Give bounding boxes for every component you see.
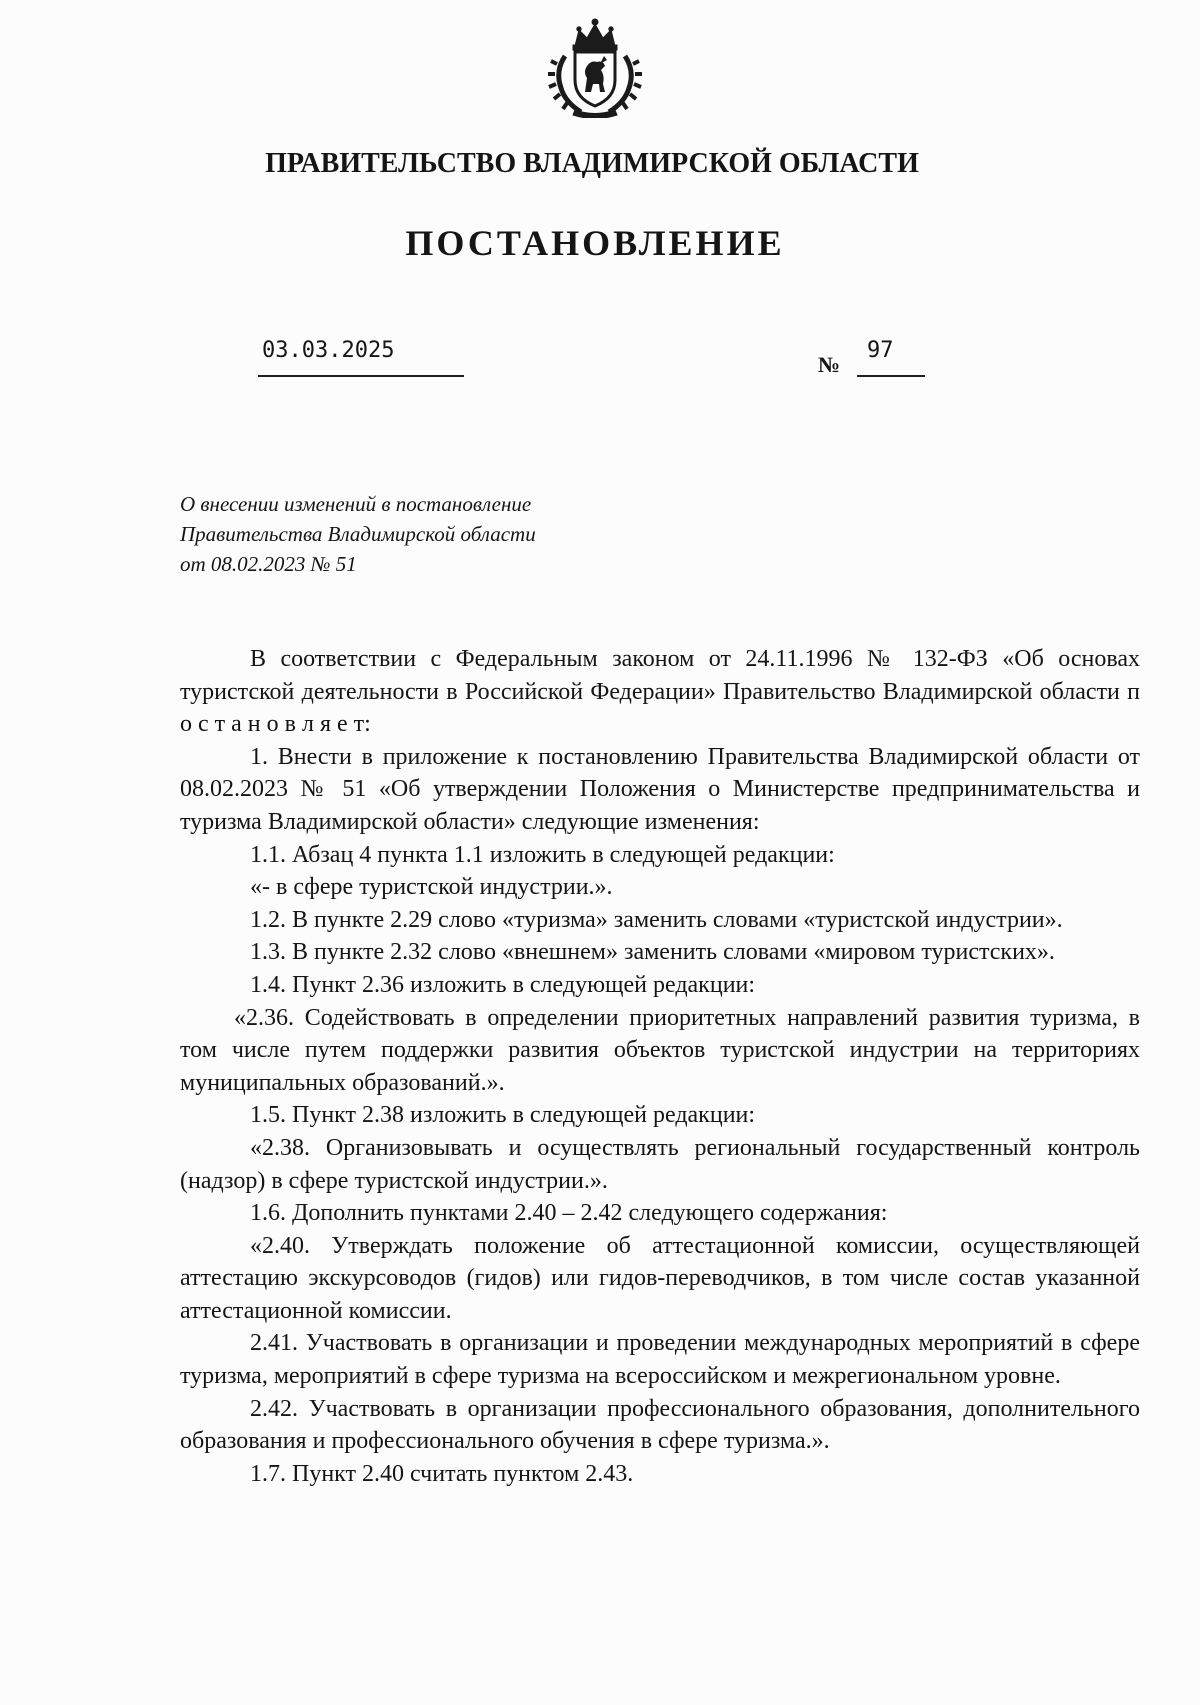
preamble-paragraph: В соответствии с Федеральным законом от 24.11.1996 № 132-ФЗ «Об основах туристской деятельности в Российской Федерации» Правительство Владимирской области п о с т а н о в л я е т:	[180, 646, 1140, 738]
clause-1-4-text: «2.36. Содействовать в определении приоритетных направлений развития туризма, в том числе путем поддержки развития объектов туристской индустрии на территориях муниципальных образований.».	[180, 1004, 1140, 1096]
coat-of-arms-icon	[545, 16, 645, 118]
number-sign: №	[818, 352, 841, 377]
document-type-heading: ПОСТАНОВЛЕНИЕ	[405, 223, 785, 263]
number-underline	[857, 375, 925, 377]
clause-1-6-item-2-40: «2.40. Утверждать положение об аттестационной комиссии, осуществляющей аттестацию экскурсоводов (гидов) или гидов-переводчиков, в том числе состав указанной аттестационной комиссии.	[180, 1232, 1140, 1324]
document-number: 97	[867, 338, 894, 363]
subject-line: от 08.02.2023 № 51	[180, 552, 357, 576]
clause-1-6-item-2-41: 2.41. Участвовать в организации и проведении международных мероприятий в сфере туризма, мероприятий в сфере туризма на всероссийском и межрегиональном уровне.	[180, 1330, 1140, 1390]
subject-line: Правительства Владимирской области	[180, 522, 536, 546]
clause-1-1: 1.1. Абзац 4 пункта 1.1 изложить в следующей редакции:	[250, 841, 835, 868]
clause-1-3: 1.3. В пункте 2.32 слово «внешнем» заменить словами «мировом туристских».	[250, 939, 1055, 966]
government-name: ПРАВИТЕЛЬСТВО ВЛАДИМИРСКОЙ ОБЛАСТИ	[265, 148, 919, 179]
clause-1-2: 1.2. В пункте 2.29 слово «туризма» заменить словами «туристской индустрии».	[250, 906, 1063, 933]
document-body	[180, 643, 1140, 1490]
document-date: 03.03.2025	[262, 338, 395, 363]
subject-line: О внесении изменений в постановление	[180, 492, 532, 516]
clause-1-5-text: «2.38. Организовывать и осуществлять региональный государственный контроль (надзор) в сфере туристской индустрии.».	[180, 1134, 1140, 1194]
clause-1-4: 1.4. Пункт 2.36 изложить в следующей редакции:	[250, 971, 756, 998]
clause-1-5: 1.5. Пункт 2.38 изложить в следующей редакции:	[250, 1102, 756, 1129]
date-underline	[258, 375, 464, 377]
clause-1-6: 1.6. Дополнить пунктами 2.40 – 2.42 следующего содержания:	[250, 1200, 888, 1227]
clause-1-6-item-2-42: 2.42. Участвовать в организации профессионального образования, дополнительного образования и профессионального обучения в сфере туризма.».	[180, 1395, 1140, 1455]
document-subject	[180, 489, 630, 579]
clause-1: 1. Внести в приложение к постановлению Правительства Владимирской области от 08.02.2023 № 51 «Об утверждении Положения о Министерстве предпринимательства и туризма Владимирской области» следующие изменения:	[180, 743, 1140, 835]
clause-1-1-text: «- в сфере туристской индустрии.».	[250, 874, 613, 901]
clause-1-7: 1.7. Пункт 2.40 считать пунктом 2.43.	[250, 1460, 634, 1487]
